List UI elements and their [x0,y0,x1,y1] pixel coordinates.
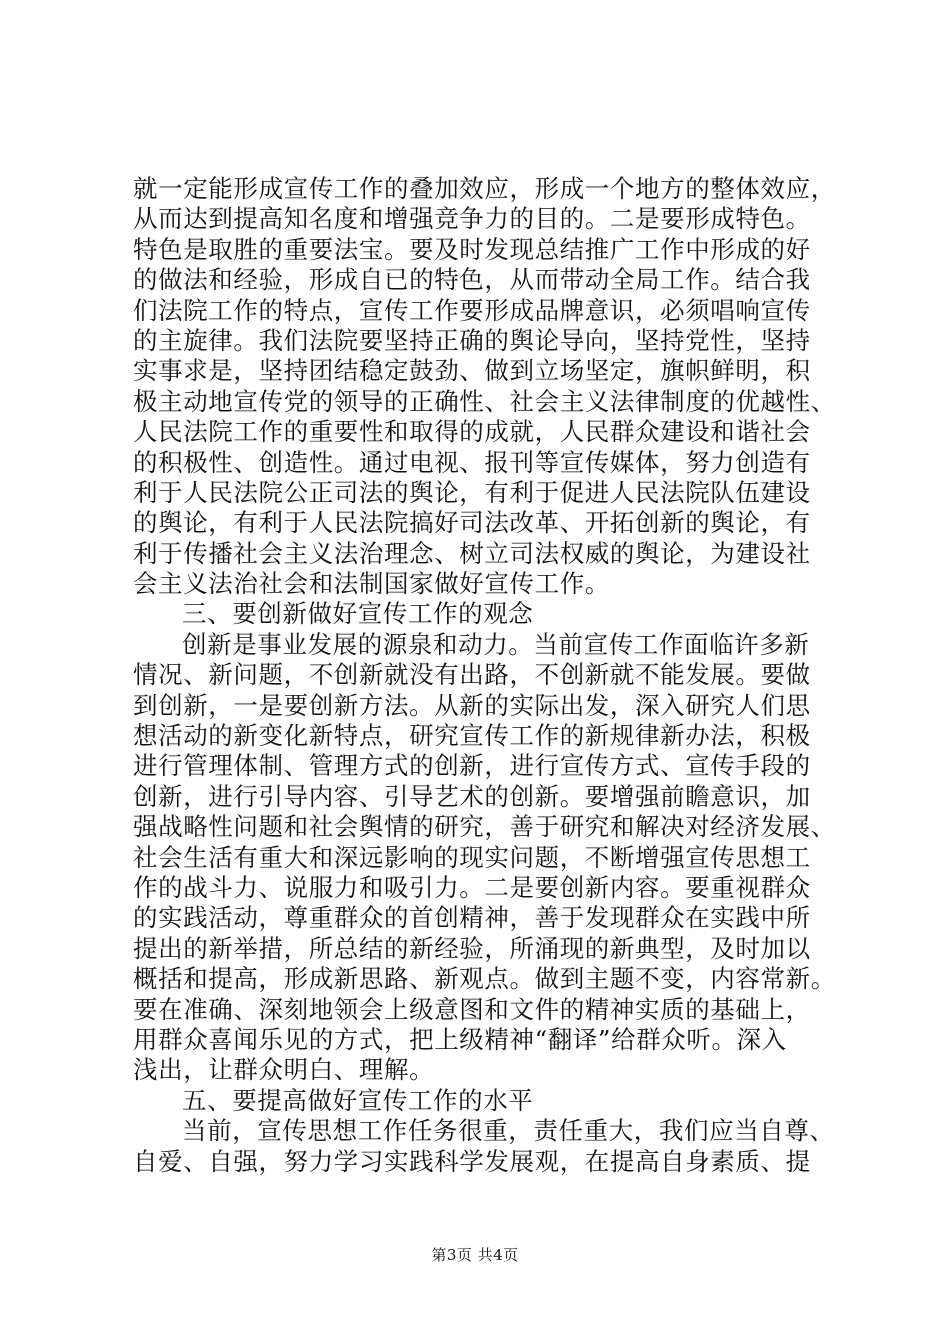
text-line: 会主义法治社会和法制国家做好宣传工作。 [133,569,610,599]
text-line: 的主旋律。我们法院要坚持正确的舆论导向，坚持党性，坚持 [133,325,811,355]
section-heading: 三、要创新做好宣传工作的观念 [182,599,534,629]
text-line: 利于人民法院公正司法的舆论，有利于促进人民法院队伍建设 [133,477,811,507]
text-line: 就一定能形成宣传工作的叠加效应，形成一个地方的整体效应， [133,174,836,203]
text-line: 浅出，让群众明白、理解。 [133,1055,435,1085]
section-heading: 五、要提高做好宣传工作的水平 [182,1085,534,1115]
text-line: 特色是取胜的重要法宝。要及时发现总结推广工作中形成的好 [133,234,811,264]
text-line: 从而达到提高知名度和增强竞争力的目的。二是要形成特色。 [133,204,811,234]
text-line: 的积极性、创造性。通过电视、报刊等宣传媒体，努力创造有 [133,447,811,477]
text-line: 强战略性问题和社会舆情的研究，善于研究和解决对经济发展、 [133,812,836,842]
text-line: 社会生活有重大和深远影响的现实问题，不断增强宣传思想工 [133,842,811,872]
body-text [133,174,836,1177]
paragraph-first-line: 创新是事业发展的源泉和动力。当前宣传工作面临许多新 [182,629,810,659]
paragraph-first-line: 当前，宣传思想工作任务很重，责任重大，我们应当自尊、 [182,1116,835,1146]
text-line: 人民法院工作的重要性和取得的成就，人民群众建设和谐社会 [133,417,811,447]
text-line: 想活动的新变化新特点，研究宣传工作的新规律新办法，积极 [133,721,811,751]
text-line: 情况、新问题，不创新就没有出路，不创新就不能发展。要做 [133,660,811,690]
page-number: 第3页 共4页 [431,1246,519,1264]
text-line: 提出的新举措，所总结的新经验，所涌现的新典型，及时加以 [133,933,811,963]
text-line: 用群众喜闻乐见的方式，把上级精神“翻译”给群众听。深入 [133,1024,787,1054]
text-line: 利于传播社会主义法治理念、树立司法权威的舆论，为建设社 [133,538,811,568]
text-line: 极主动地宣传党的领导的正确性、社会主义法律制度的优越性、 [133,386,836,416]
text-line: 的舆论，有利于人民法院搞好司法改革、开拓创新的舆论，有 [133,508,811,538]
text-line: 的实践活动，尊重群众的首创精神，善于发现群众在实践中所 [133,903,811,933]
text-line: 要在准确、深刻地领会上级意图和文件的精神实质的基础上， [133,994,811,1024]
text-line: 作的战斗力、说服力和吸引力。二是要创新内容。要重视群众 [133,872,811,902]
text-line: 的做法和经验，形成自已的特色，从而带动全局工作。结合我 [133,265,811,295]
text-line: 实事求是，坚持团结稳定鼓劲、做到立场坚定，旗帜鲜明，积 [133,356,811,386]
text-line: 进行管理体制、管理方式的创新，进行宣传方式、宣传手段的 [133,751,811,781]
text-line: 概括和提高，形成新思路、新观点。做到主题不变，内容常新。 [133,964,836,994]
text-line: 创新，进行引导内容、引导艺术的创新。要增强前瞻意识，加 [133,781,811,811]
text-line: 们法院工作的特点，宣传工作要形成品牌意识，必须唱响宣传 [133,295,811,325]
text-line: 自爱、自强，努力学习实践科学发展观，在提高自身素质、提 [133,1146,811,1176]
text-line: 到创新，一是要创新方法。从新的实际出发，深入研究人们思 [133,690,811,720]
